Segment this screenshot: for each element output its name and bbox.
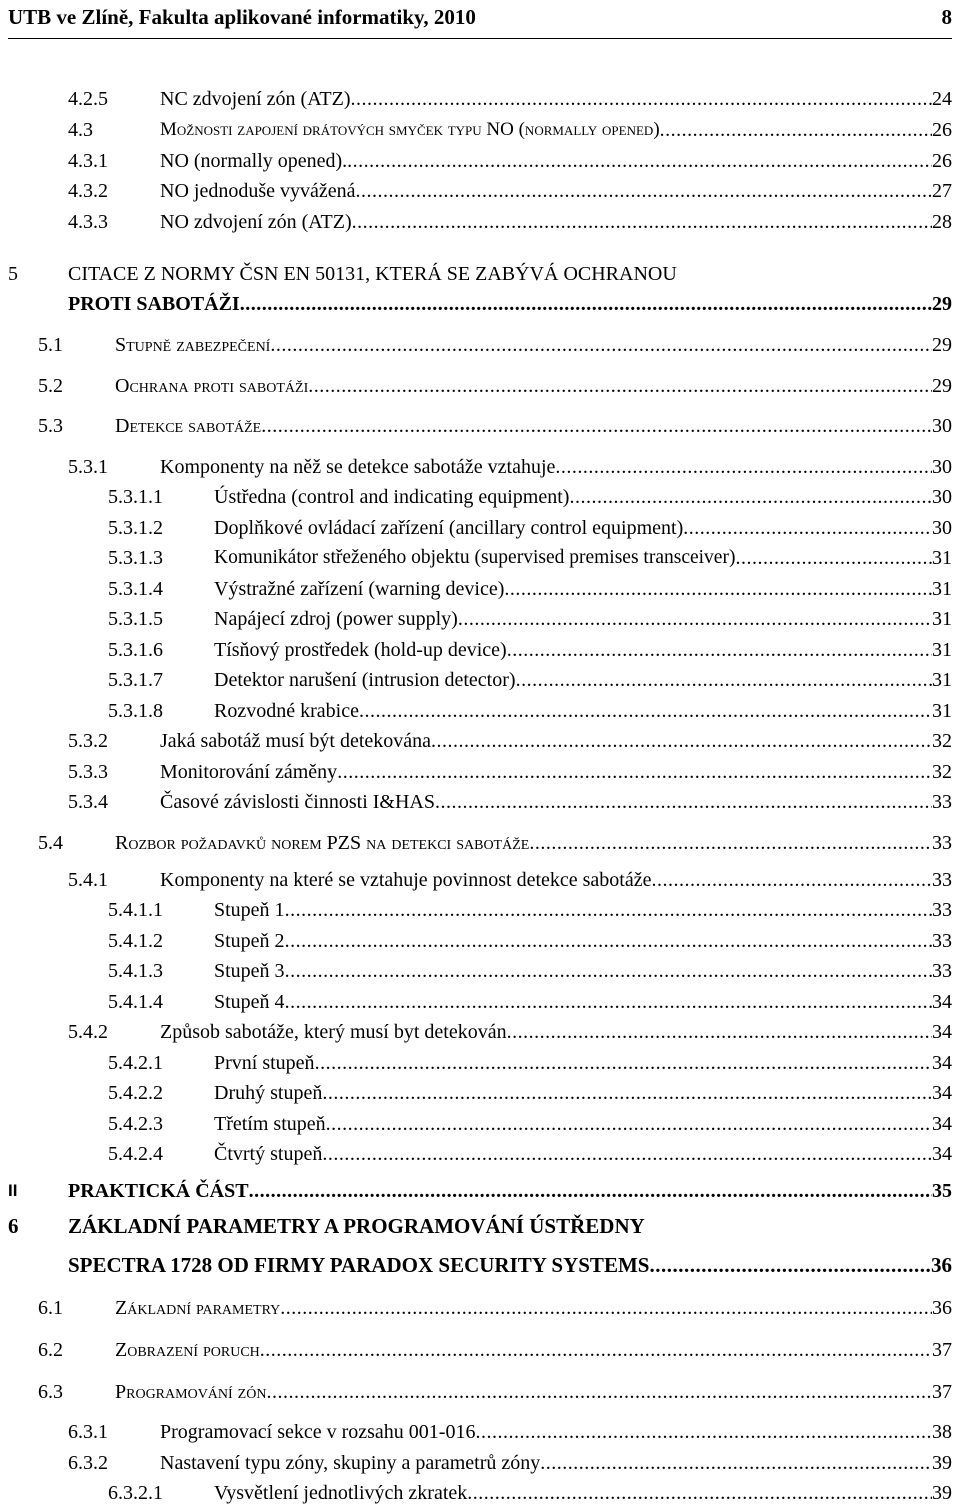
toc-entry-page: 30 bbox=[932, 517, 952, 539]
toc-entry[interactable] bbox=[8, 1171, 952, 1203]
dot-leader bbox=[260, 1338, 932, 1362]
toc-entry-number: II bbox=[8, 1181, 18, 1200]
toc-entry-page: 34 bbox=[932, 1113, 952, 1135]
toc-entry-number: 5.1 bbox=[38, 334, 63, 356]
dot-leader bbox=[347, 149, 932, 173]
toc-entry-title: Tísňový prostředek (hold-up device) bbox=[214, 639, 507, 661]
toc-chapter-first-line[interactable] bbox=[8, 262, 677, 286]
dot-leader bbox=[261, 414, 932, 438]
toc-entry-number: 5.3.1.1 bbox=[108, 486, 163, 508]
toc-entry[interactable] bbox=[68, 752, 952, 784]
toc-entry-title: PRAKTICKÁ ČÁST bbox=[68, 1180, 249, 1202]
toc-entry-page: 31 bbox=[932, 639, 952, 661]
dot-leader bbox=[529, 831, 932, 855]
toc-entry[interactable] bbox=[68, 1443, 952, 1475]
toc-entry-title: Čtvrtý stupeň bbox=[214, 1143, 323, 1165]
toc-entry-number: 5.3.2 bbox=[68, 730, 108, 752]
dot-leader bbox=[322, 1142, 932, 1166]
toc-entry[interactable] bbox=[108, 599, 952, 631]
toc-entry[interactable] bbox=[108, 538, 952, 570]
toc-entry-number: 5.3.1.5 bbox=[108, 608, 163, 630]
toc-entry-number: 4.3.2 bbox=[68, 180, 108, 202]
toc-entry-number: 5.4.1 bbox=[68, 869, 108, 891]
dot-leader bbox=[249, 1179, 932, 1203]
toc-entry[interactable] bbox=[68, 1012, 952, 1044]
toc-entry-number: 5.4.1.2 bbox=[108, 930, 163, 952]
dot-leader bbox=[337, 760, 932, 784]
toc-entry[interactable] bbox=[38, 325, 952, 357]
toc-entry-title: NO jednoduše vyvážená bbox=[160, 180, 356, 202]
toc-entry-page: 39 bbox=[932, 1452, 952, 1474]
toc-entry-page: 34 bbox=[932, 1052, 952, 1074]
toc-entry-number: 5.3.1.4 bbox=[108, 578, 163, 600]
dot-leader bbox=[266, 1380, 932, 1404]
toc-entry-title: Základní parametry bbox=[115, 1297, 281, 1319]
dot-leader bbox=[356, 179, 933, 203]
dot-leader bbox=[475, 1420, 932, 1444]
toc-entry-title-continued: PROTI SABOTÁŽI bbox=[68, 293, 240, 315]
toc-entry-page: 33 bbox=[932, 832, 952, 854]
toc-entry-number: 6.1 bbox=[38, 1297, 63, 1319]
toc-entry-title: Možnosti zapojení drátových smyček typu NO (normally opened) bbox=[160, 119, 660, 140]
toc-entry-page: 32 bbox=[932, 761, 952, 783]
toc-entry-number: 5.4.1.4 bbox=[108, 991, 163, 1013]
toc-entry-number: 5.3.1.7 bbox=[108, 669, 163, 691]
toc-entry-title: Programovací sekce v rozsahu 001-016 bbox=[160, 1421, 476, 1443]
dot-leader bbox=[322, 1081, 932, 1105]
toc-entry-title: Nastavení typu zóny, skupiny a parametrů zóny bbox=[160, 1452, 541, 1474]
toc-entry-title: Časové závislosti činnosti I&HAS bbox=[160, 791, 435, 813]
toc-entry[interactable] bbox=[108, 508, 952, 540]
dot-leader bbox=[458, 607, 932, 631]
toc-entry[interactable] bbox=[108, 1134, 952, 1166]
dot-leader bbox=[555, 455, 932, 479]
toc-entry-number: 5.4.1.3 bbox=[108, 960, 163, 982]
toc-entry[interactable] bbox=[108, 630, 952, 662]
toc-entry[interactable] bbox=[38, 1372, 952, 1404]
toc-entry-number: 5.3.1.3 bbox=[108, 547, 163, 569]
toc-entry[interactable] bbox=[108, 982, 952, 1014]
toc-entry[interactable] bbox=[68, 447, 952, 479]
toc-entry-page: 27 bbox=[932, 180, 952, 202]
toc-entry-number: 5.3.1.6 bbox=[108, 639, 163, 661]
toc-entry-title: Programování zón bbox=[115, 1381, 267, 1403]
header-title: UTB ve Zlíně, Fakulta aplikované informatiky, 2010 bbox=[8, 5, 476, 29]
toc-entry-page: 31 bbox=[932, 700, 952, 722]
toc-entry-page: 36 bbox=[931, 1253, 952, 1277]
dot-leader bbox=[683, 516, 932, 540]
dot-leader bbox=[270, 333, 932, 357]
dot-leader bbox=[285, 929, 932, 953]
toc-entry-title: Jaká sabotáž musí být detekována bbox=[160, 730, 432, 752]
toc-entry-number: 4.2.5 bbox=[68, 88, 108, 110]
toc-entry-page: 31 bbox=[932, 608, 952, 630]
toc-entry[interactable] bbox=[38, 406, 952, 438]
toc-entry-title: Komponenty na které se vztahuje povinnost detekce sabotáže bbox=[160, 869, 652, 891]
toc-entry-title: Napájecí zdroj (power supply) bbox=[214, 608, 458, 630]
toc-entry[interactable] bbox=[108, 1043, 952, 1075]
toc-entry-page: 32 bbox=[932, 730, 952, 752]
dot-leader bbox=[240, 292, 932, 316]
toc-entry-page: 29 bbox=[932, 334, 952, 356]
toc-entry[interactable] bbox=[108, 1073, 952, 1105]
toc-entry-number: 5.3.1.2 bbox=[108, 517, 163, 539]
toc-entry-page: 34 bbox=[932, 1143, 952, 1165]
toc-entry-title: Druhý stupeň bbox=[214, 1082, 323, 1104]
toc-entry-title: Doplňkové ovládací zařízení (ancillary control equipment) bbox=[214, 517, 684, 539]
toc-entry-title: Ochrana proti sabotáži bbox=[115, 375, 309, 397]
toc-entry[interactable] bbox=[68, 79, 952, 111]
toc-entry-page: 26 bbox=[932, 119, 952, 141]
toc-entry[interactable] bbox=[108, 890, 952, 922]
toc-entry[interactable] bbox=[38, 1330, 952, 1362]
toc-entry[interactable] bbox=[38, 823, 952, 855]
dot-leader bbox=[516, 668, 932, 692]
toc-entry[interactable] bbox=[68, 782, 952, 814]
dot-leader bbox=[569, 485, 932, 509]
toc-entry[interactable] bbox=[68, 860, 952, 892]
toc-entry-title: NC zdvojení zón (ATZ) bbox=[160, 88, 351, 110]
dot-leader bbox=[352, 210, 932, 234]
toc-entry-number: 6.3.2 bbox=[68, 1452, 108, 1474]
toc-entry-page: 36 bbox=[932, 1297, 952, 1319]
toc-entry-title: Stupeň 1 bbox=[214, 899, 285, 921]
dot-leader bbox=[735, 546, 932, 570]
header-page-number: 8 bbox=[941, 5, 952, 29]
toc-entry-number: 6.3.2.1 bbox=[108, 1482, 163, 1504]
toc-entry-page: 29 bbox=[932, 293, 952, 315]
toc-entry-page: 30 bbox=[932, 486, 952, 508]
toc-entry-number: 4.3 bbox=[68, 119, 93, 141]
toc-entry-number: 6.2 bbox=[38, 1339, 63, 1361]
toc-entry[interactable] bbox=[108, 569, 952, 601]
toc-entry-number: 5.4.2.3 bbox=[108, 1113, 163, 1135]
toc-entry-title: Zobrazení poruch bbox=[115, 1339, 260, 1361]
toc-entry-title: Monitorování záměny bbox=[160, 761, 338, 783]
toc-entry-number: 5.2 bbox=[38, 375, 63, 397]
dot-leader bbox=[660, 118, 932, 142]
toc-entry-title: Ústředna (control and indicating equipment) bbox=[214, 486, 570, 508]
toc-entry[interactable] bbox=[68, 284, 952, 316]
dot-leader bbox=[351, 87, 932, 111]
toc-entry-title: ZÁKLADNÍ PARAMETRY A PROGRAMOVÁNÍ ÚSTŘEDNY bbox=[68, 1214, 645, 1238]
dot-leader bbox=[315, 1051, 932, 1075]
toc-entry[interactable] bbox=[108, 951, 952, 983]
toc-entry-title: Způsob sabotáže, který musí byt detekován bbox=[160, 1021, 507, 1043]
toc-entry-page: 33 bbox=[932, 869, 952, 891]
dot-leader bbox=[285, 898, 932, 922]
toc-entry[interactable] bbox=[108, 921, 952, 953]
toc-entry-number: 6 bbox=[8, 1214, 19, 1238]
toc-entry[interactable] bbox=[108, 477, 952, 509]
toc-entry-number: 6.3.1 bbox=[68, 1421, 108, 1443]
toc-entry-title: Komunikátor střeženého objektu (supervised premises transceiver) bbox=[214, 547, 736, 568]
toc-entry-page: 26 bbox=[932, 150, 952, 172]
toc-entry-page: 35 bbox=[932, 1180, 952, 1202]
toc-entry-title: Rozbor požadavků norem PZS na detekci sabotáže bbox=[115, 832, 530, 854]
toc-entry-title: NO zdvojení zón (ATZ) bbox=[160, 211, 352, 233]
toc-entry[interactable] bbox=[108, 660, 952, 692]
toc-entry-number: 5.3.4 bbox=[68, 791, 108, 813]
toc-entry-page: 34 bbox=[932, 1021, 952, 1043]
toc-entry[interactable] bbox=[68, 1412, 952, 1444]
toc-entry-number: 5.4.2.2 bbox=[108, 1082, 163, 1104]
toc-entry-page: 24 bbox=[932, 88, 952, 110]
toc-entry-title: NO (normally opened). bbox=[160, 150, 348, 172]
toc-entry-number: 4.3.1 bbox=[68, 150, 108, 172]
toc-entry-page: 31 bbox=[932, 578, 952, 600]
toc-entry-page: 37 bbox=[932, 1339, 952, 1361]
toc-entry-page: 30 bbox=[932, 415, 952, 437]
toc-entry-page: 30 bbox=[932, 456, 952, 478]
toc-entry-title: Rozvodné krabice bbox=[214, 700, 359, 722]
toc-entry[interactable] bbox=[108, 1104, 952, 1136]
dot-leader bbox=[507, 638, 932, 662]
toc-entry-number: 5.4.2.4 bbox=[108, 1143, 163, 1165]
toc-entry-title: První stupeň bbox=[214, 1052, 315, 1074]
toc-entry-number: 4.3.3 bbox=[68, 211, 108, 233]
toc-entry-title: Stupeň 2 bbox=[214, 930, 285, 952]
dot-leader bbox=[652, 868, 933, 892]
toc-entry-page: 39 bbox=[932, 1482, 952, 1504]
toc-entry-title: Detekce sabotáže bbox=[115, 415, 262, 437]
toc-entry-number: 5.3.3 bbox=[68, 761, 108, 783]
toc-entry-title: Třetím stupeň bbox=[214, 1113, 326, 1135]
toc-entry-number: 5.4 bbox=[38, 832, 63, 854]
toc-entry-number: 5.4.2 bbox=[68, 1021, 108, 1043]
toc-entry[interactable] bbox=[68, 721, 952, 753]
toc-entry-number: 5.3.1.8 bbox=[108, 700, 163, 722]
toc-entry-page: 31 bbox=[932, 547, 952, 569]
toc-entry-number: 5.3.1 bbox=[68, 456, 108, 478]
dot-leader bbox=[308, 374, 932, 398]
toc-entry-page: 33 bbox=[932, 930, 952, 952]
toc-entry-title: Výstražné zařízení (warning device) bbox=[214, 578, 505, 600]
toc-chapter-first-line[interactable] bbox=[8, 1214, 645, 1238]
dot-leader bbox=[507, 1020, 932, 1044]
toc-entry[interactable] bbox=[68, 110, 952, 142]
toc-entry-page: 34 bbox=[932, 1082, 952, 1104]
toc-entry-title: Stupně zabezpečení bbox=[115, 334, 271, 356]
toc-entry-title-continued: SPECTRA 1728 OD FIRMY PARADOX SECURITY SYSTEMS bbox=[68, 1253, 650, 1277]
toc-entry-title: Stupeň 3 bbox=[214, 960, 285, 982]
toc-entry[interactable] bbox=[108, 691, 952, 723]
toc-entry[interactable] bbox=[68, 171, 952, 203]
toc-entry-number: 5.3 bbox=[38, 415, 63, 437]
toc-entry-page: 33 bbox=[932, 899, 952, 921]
dot-leader bbox=[435, 790, 932, 814]
toc-entry-page: 31 bbox=[932, 669, 952, 691]
dot-leader bbox=[285, 959, 932, 983]
toc-entry-number: 5.4.1.1 bbox=[108, 899, 163, 921]
toc-entry-page: 37 bbox=[932, 1381, 952, 1403]
dot-leader bbox=[431, 729, 932, 753]
dot-leader bbox=[467, 1481, 932, 1505]
toc-entry[interactable] bbox=[68, 1245, 952, 1277]
toc-entry-page: 28 bbox=[932, 211, 952, 233]
dot-leader bbox=[649, 1253, 931, 1277]
toc-entry-page: 33 bbox=[932, 791, 952, 813]
dot-leader bbox=[504, 577, 932, 601]
toc-entry-title: Stupeň 4 bbox=[214, 991, 285, 1013]
dot-leader bbox=[285, 990, 932, 1014]
toc-entry-page: 34 bbox=[932, 991, 952, 1013]
toc-entry-title: Komponenty na něž se detekce sabotáže vztahuje bbox=[160, 456, 556, 478]
toc-entry[interactable] bbox=[38, 366, 952, 398]
toc-entry-number: 5.4.2.1 bbox=[108, 1052, 163, 1074]
dot-leader bbox=[540, 1451, 932, 1475]
toc-entry-title: Vysvětlení jednotlivých zkratek bbox=[214, 1482, 468, 1504]
toc-entry-title: CITACE Z NORMY ČSN EN 50131, KTERÁ SE ZABÝVÁ OCHRANOU bbox=[68, 263, 677, 285]
toc-entry-page: 33 bbox=[932, 960, 952, 982]
toc-entry[interactable] bbox=[38, 1288, 952, 1320]
toc-entry[interactable] bbox=[68, 202, 952, 234]
dot-leader bbox=[280, 1296, 932, 1320]
toc-entry-page: 38 bbox=[932, 1421, 952, 1443]
dot-leader bbox=[326, 1112, 932, 1136]
toc-entry[interactable] bbox=[68, 141, 952, 173]
toc-entry-number: 6.3 bbox=[38, 1381, 63, 1403]
toc-entry-number: 5 bbox=[8, 263, 18, 285]
dot-leader bbox=[359, 699, 932, 723]
toc-entry[interactable] bbox=[108, 1473, 952, 1505]
toc-entry-page: 29 bbox=[932, 375, 952, 397]
toc-entry-title: Detektor narušení (intrusion detector) bbox=[214, 669, 516, 691]
